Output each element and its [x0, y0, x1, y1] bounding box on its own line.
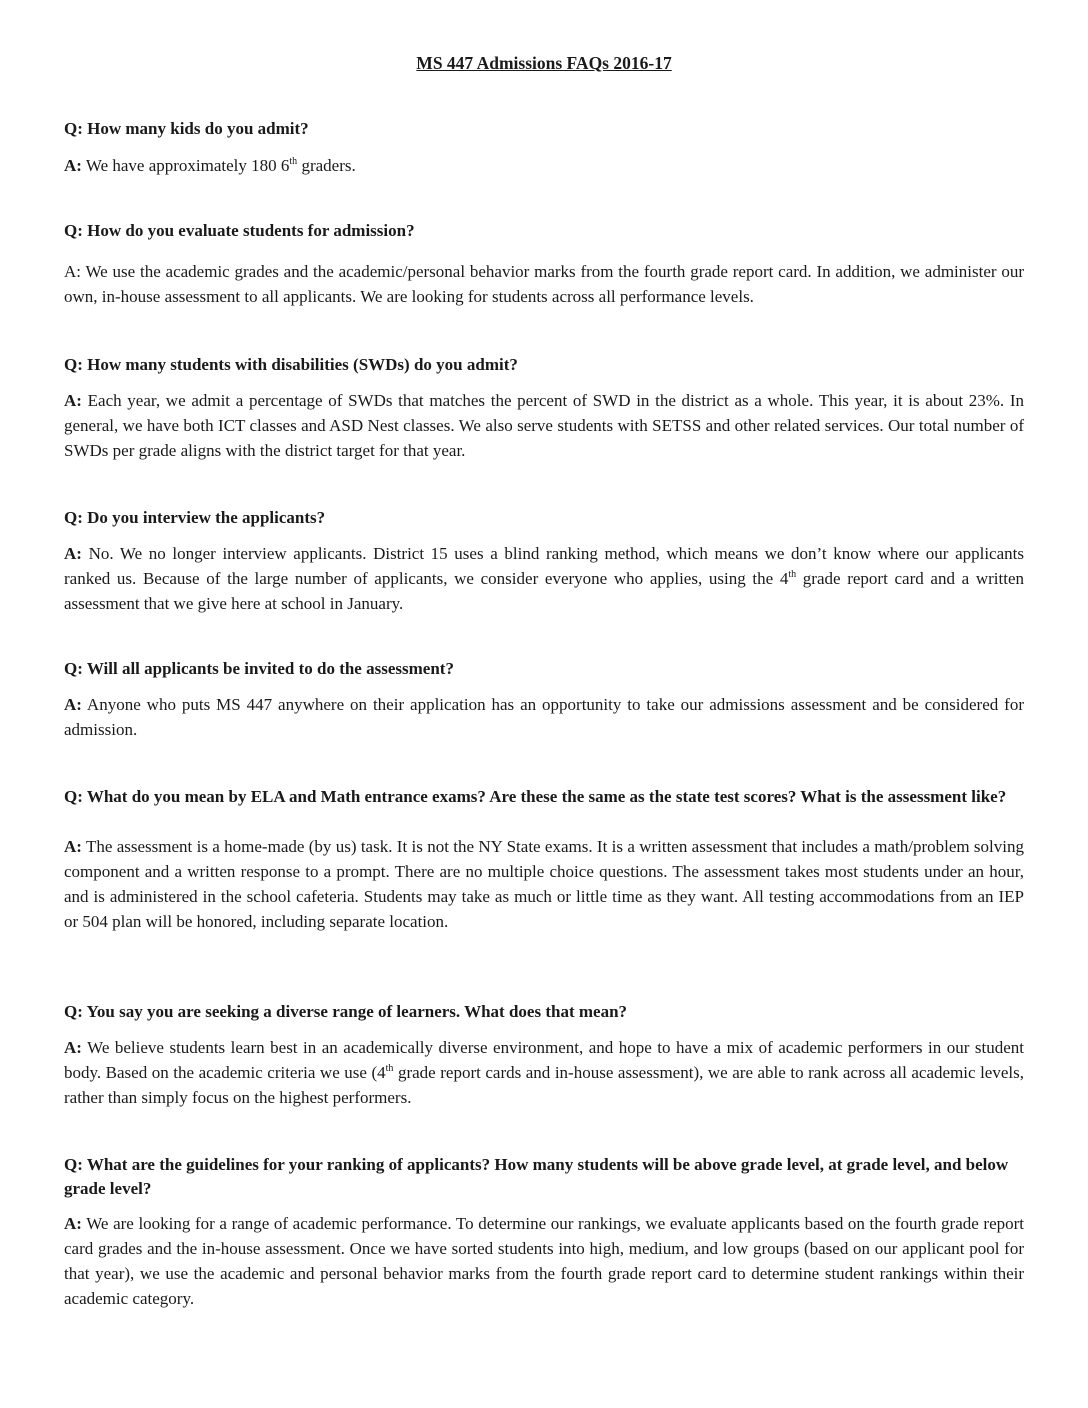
faq-item-4 — [64, 507, 1024, 616]
answer-text: We believe students learn best in an academically diverse environment, and hope to have a mix of academic performers in our student body. Based on the academic criteria we use (4 — [64, 1038, 1024, 1082]
faq-item-8 — [64, 1153, 1024, 1311]
answer-label: A: — [64, 1214, 82, 1233]
answer-text: We are looking for a range of academic performance. To determine our rankings, we evaluate applicants based on the fourth grade report card grades and the in-house assessment. Once we have sorted students into high, medium, and low groups (based on our applicant pool for that year), we use the academic and personal behavior marks from the fourth grade report card to determine student rankings within their academic category. — [64, 1214, 1024, 1308]
faq-answer — [64, 692, 1024, 742]
document-page — [64, 0, 1024, 1408]
faq-question: Q: Will all applicants be invited to do the assessment? — [64, 659, 454, 678]
faq-answer — [64, 834, 1024, 934]
faq-item-2 — [64, 220, 1024, 309]
ordinal-suffix: th — [385, 1063, 394, 1074]
answer-text: The assessment is a home-made (by us) task. It is not the NY State exams. It is a written assessment that includes a math/problem solving component and a written response to a prompt. There are no multiple choice questions. The assessment takes most students under an hour, and is administered in the school cafeteria. Students may take as much or little time as they want. All testing accommodations from an IEP or 504 plan will be honored, including separate location. — [64, 837, 1024, 931]
faq-answer: A: We use the academic grades and the academic/personal behavior marks from the fourth grade report card. In addition, we administer our own, in-house assessment to all applicants. We are looking for students across all performance levels. — [64, 262, 1024, 306]
faq-question: Q: What do you mean by ELA and Math entrance exams? Are these the same as the state test scores? What is the assessment like? — [64, 787, 1007, 806]
answer-label: A: — [64, 156, 82, 175]
faq-item-3 — [64, 354, 1024, 463]
answer-label: A: — [64, 544, 82, 563]
faq-answer — [64, 541, 1024, 616]
answer-label: A: — [64, 1038, 82, 1057]
answer-text: No. We no longer interview applicants. District 15 uses a blind ranking method, which means we don’t know where our applicants ranked us. Because of the large number of applicants, we consider everyone who applies, using the 4 — [64, 544, 1024, 588]
answer-text: We have approximately 180 6 — [81, 156, 290, 175]
faq-question: Q: Do you interview the applicants? — [64, 508, 326, 527]
faq-answer — [64, 1211, 1024, 1311]
answer-text: grade report cards and in-house assessment), we are able to rank across all academic levels, rather than simply focus on the highest performers. — [64, 1063, 1024, 1107]
answer-text: Anyone who puts MS 447 anywhere on their application has an opportunity to take our admissions assessment and be considered for admission. — [64, 695, 1024, 739]
faq-item-6 — [64, 786, 1024, 934]
faq-question: Q: How many students with disabilities (SWDs) do you admit? — [64, 355, 518, 374]
faq-question: Q: How many kids do you admit? — [64, 119, 309, 138]
answer-label: A: — [64, 391, 82, 410]
answer-label: A: — [64, 837, 82, 856]
answer-text: Each year, we admit a percentage of SWDs that matches the percent of SWD in the district as a whole. This year, it is about 23%. In general, we have both ICT classes and ASD Nest classes. We also serve students with SETSS and other related services. Our total number of SWDs per grade aligns with the district target for that year. — [64, 391, 1024, 460]
faq-answer — [64, 153, 1024, 178]
faq-item-7 — [64, 1001, 1024, 1110]
faq-item-1 — [64, 118, 1024, 178]
answer-label: A: — [64, 695, 82, 714]
faq-item-5 — [64, 658, 1024, 742]
faq-answer — [64, 388, 1024, 463]
document-title: MS 447 Admissions FAQs 2016-17 — [416, 53, 672, 73]
faq-answer — [64, 1035, 1024, 1110]
faq-question: Q: You say you are seeking a diverse range of learners. What does that mean? — [64, 1002, 628, 1021]
ordinal-suffix: th — [289, 156, 298, 167]
answer-text: grade report card and a written assessment that we give here at school in January. — [64, 569, 1024, 613]
faq-question: Q: How do you evaluate students for admission? — [64, 221, 415, 240]
faq-question: Q: What are the guidelines for your ranking of applicants? How many students will be above grade level, at grade level, and below grade level? — [64, 1155, 1009, 1198]
ordinal-suffix: th — [788, 569, 797, 580]
answer-text: graders. — [297, 156, 356, 175]
